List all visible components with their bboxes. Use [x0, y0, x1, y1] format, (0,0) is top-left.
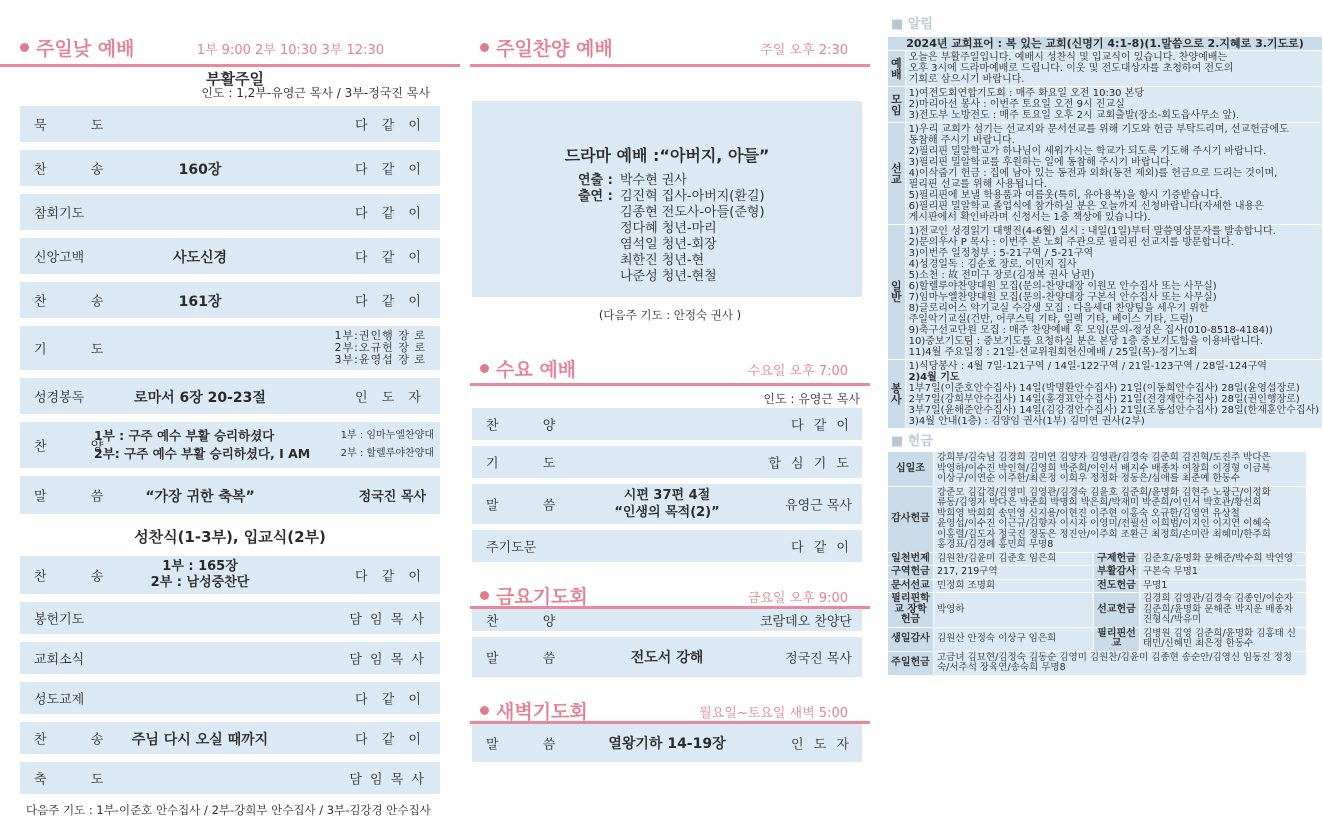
- order-row: 찬 송 1부 : 165장 2부 : 남성중찬단 다 같 이: [20, 556, 440, 594]
- service-time: 1부 9:00 2부 10:30 3부 12:30: [196, 43, 384, 58]
- section-title: 금요기도회: [496, 586, 588, 608]
- divider: [470, 383, 870, 386]
- offering-names: 구본숙 무명1: [1140, 566, 1307, 580]
- next-week-prayer: (다음주 기도 : 안정숙 권사 ): [598, 308, 742, 322]
- order-row: 기 도 합 심 기 도: [472, 446, 862, 478]
- order-row: 찬 양 다 같 이: [472, 408, 862, 440]
- order-row: 참회기도 다 같 이: [20, 194, 440, 230]
- offering-names: 김준호/윤명화 문해준/박수희 박연영: [1140, 552, 1307, 566]
- offering-head: 구제헌금: [1094, 552, 1140, 566]
- order-row: 찬 양 코람데오 찬양단: [472, 609, 862, 631]
- order-row: 찬 송 160장 다 같 이: [20, 150, 440, 186]
- section-title: 새벽기도회: [496, 701, 588, 723]
- offering-names: 강준모 김갑경/김영미 김영관/김경숙 김윤호 김준희/윤명화 김현주 노광근/이정화 류동/김영자 박다은 박준희 박명희 박은희/박재미 박준희/이인서 박호관/황선희 박희영 박희회 송민영 신지용/이현진 이주현 이홍숙 오규한/김영연 유상철 윤영섭/이수진 이근규/김향자 이시자 이영미/전필선 이희범/이지인 이지연 이혜숙 이홍렬/김도자 정국진 정동은 정진안/이주희 조환근 최정희/손미란 최혜미/한주희 홍경표/김경례 홍민희 무명8: [934, 486, 1307, 552]
- divider: [470, 64, 870, 67]
- order-row: 성경봉독 로마서 6장 20-23절 인 도 자: [20, 378, 440, 414]
- service-time: 수요일 오후 7:00: [747, 364, 848, 379]
- order-row: 성도교제 다 같 이: [20, 682, 440, 714]
- subtitle: 부활주일: [206, 70, 264, 88]
- notice-body: 1)전교인 성경읽기 대행진(4-6월) 실시 : 내일(1일)부터 말씀영상문자를 발송합니다. 2)문의우사 P 목사 : 이번주 본 노회 주관으로 필리핀 선교지를 방문합니다. 3)이번주 일정청부 : 5-21구역 / 5-21구역 4)성경일독 : 김순호 장로, 이민지 집사 5)소천 : 故 전미구 장로(김정복 권사 남편) 6)할렐루야찬양대원 모집(문의-찬양대장 이원모 안수집사 또는 사무실) 7)임마누엘찬양대원 모집(문의-찬양대장 구본석 안수집사 또는 사무실) 8)글로리어스 악기교실 수강생 모집 : 다음세대 찬양팀을 세우기 위한 주일악기교실(건반, 어쿠스틱 기타, 일렉 기타, 베이스 기타, 드럼) 9)축구선교단원 모집 : 매주 찬양예배 후 모임(문의-정성은 집사(010-8518-4184)) 10)중보기도팀 : 중보기도를 요청하실 분은 본당 1층 중보기도함을 이용바랍니다. 11)4월 주요일정 : 21일-선교위원회헌신예배 / 25일(목)-정기노회: [905, 225, 1322, 360]
- wednesday-header: [470, 351, 870, 381]
- order-row: 찬 송 주님 다시 오실 때까지 다 같 이: [20, 722, 440, 754]
- offering-head: 필리핀선교: [1094, 627, 1140, 651]
- offering-head: 십일조: [888, 452, 934, 487]
- bullet-icon: [20, 43, 29, 52]
- leader-text: 인도 : 1,2부-유영근 목사 / 3부-정국진 목사: [201, 86, 430, 100]
- praise-service-header: [470, 30, 870, 60]
- sermon-text: 시편 37편 4절 “인생의 목적(2)”: [614, 488, 720, 520]
- other-services-column: [470, 0, 870, 768]
- offerings-header: ■ 헌금: [891, 434, 933, 449]
- order-row: 신앙고백 사도신경 다 같 이: [20, 238, 440, 274]
- service-time: 금요일 오후 9:00: [747, 591, 848, 606]
- order-row: 주기도문 다 같 이: [472, 530, 862, 562]
- offering-names: 김원산 안정숙 이상구 임은희: [934, 627, 1094, 651]
- offering-head: 선교헌금: [1094, 593, 1140, 628]
- order-row: 말 씀 전도서 강해 정국진 목사: [472, 637, 862, 677]
- offerings-table: [887, 451, 1307, 676]
- credits: 연출 : 박수현 권사 출연 : 김진혁 집사-아버지(환길) 김종현 전도사-아들(준형) 정다혜 청년-마리 염석일 청년-회장 최한진 청년-현 나준성 청년-현철: [578, 173, 765, 284]
- offering-head: 감사헌금: [888, 486, 934, 552]
- notice-head: 예배: [888, 51, 906, 87]
- next-week-prayer: 다음주 기도 : 1부-이준호 안수집사 / 2부-강희부 안수집사 / 3부-김강경 안수집사: [26, 803, 431, 817]
- offering-head: 주일헌금: [888, 651, 934, 675]
- order-row: 축 도 담 임 목 사: [20, 762, 440, 794]
- church-motto: 2024년 교회표어 : 복 있는 교회(신명기 4:1-8)(1.말씀으로 2.지혜로 3.기도로): [888, 37, 1323, 51]
- offering-names: 민정희 조명희: [934, 579, 1094, 593]
- offering-head: 필리핀학교 장학헌금: [888, 593, 934, 628]
- bullet-icon: [480, 364, 489, 373]
- sunday-worship-header: [0, 30, 460, 60]
- order-row: 말 씀 “가장 귀한 축복” 정국진 목사: [20, 476, 440, 514]
- notices-table: [887, 36, 1323, 429]
- service-time: 월요일~토요일 새벽 5:00: [699, 706, 848, 721]
- sunday-worship-column: [0, 0, 460, 818]
- section-title: 수요 예배: [496, 359, 577, 381]
- notices-header: ■ 알림: [891, 17, 933, 32]
- order-row: 기 도 1부:권인행 장 로 2부:오규헌 장 로 3부:윤영섭 장 로: [20, 326, 440, 370]
- prayer-list: 1부:권인행 장 로 2부:오규헌 장 로 3부:윤영섭 장 로: [334, 329, 426, 366]
- order-row: 말 씀 열왕기하 14-19장 인 도 자: [472, 724, 862, 762]
- dawn-header: [470, 693, 870, 723]
- notice-body: 1)식당봉사 : 4월 7일-121구역 / 14일-122구역 / 21일-123구역 / 28일-124구역 2)4월 기도 1부7일(이준호안수집사) 14일(박명환안수집사) 21일(이동희안수집사) 28일(윤영섭장로) 2부7일(강희부안수집사) 14일(홍경표안수집사) 21일(전경재안수집사) 28일(권인행장로) 3부7일(윤해준안수집사) 14일(김강경안수집사) 21일(조동섭안수집사) 28일(한재훈안수집사) 3)4월 안내(1층) : 김양임 권사(1부) 김미연 권사(2부): [905, 360, 1322, 429]
- offering-names: 김병원 김영 김준희/윤명화 김홍태 신태민/신혜민 최은정 한동수: [1140, 627, 1307, 651]
- friday-header: [470, 578, 870, 608]
- order-row: 교회소식 담 임 목 사: [20, 642, 440, 674]
- offering-names: 고금녀 김묘현/김정숙 김동순 김영미 김원찬/김윤미 김종현 송순안/김영신 임동진 정정숙/서주석 장육연/송숙희 무명8: [934, 651, 1307, 675]
- offering-names: 강희부/김숙님 김경희 김미연 김양자 김영관/김경숙 김준희 김진혁/도진주 박다은 박영하/이수진 박인혁/김영희 박준희/이인서 배지수 배종차 여창희 이경형 이금복 이상구/이연순 이주한/최은정 이희우 정정화 정동은/심애를 최준예 한동수: [934, 452, 1307, 487]
- notice-body: 1)여전도회연합기도회 : 매주 화요일 오전 10:30 본당 2)마리아선 봉사 : 이번주 토요일 오전 9시 진교실 3)전도부 노방전도 : 매주 토요일 오후 2시 교회출발(장소-회도읍사무소 앞).: [905, 87, 1322, 123]
- offering-head: 생일감사: [888, 627, 934, 651]
- leader-text: 인도 : 유영근 목사: [763, 392, 860, 406]
- drama-title: 드라마 예배 :“아버지, 아들”: [564, 146, 770, 165]
- notice-head: 선교: [888, 123, 906, 225]
- order-row: 찬 송 161장 다 같 이: [20, 282, 440, 318]
- section-title: 주일낮 예배: [36, 38, 135, 60]
- divider: [0, 64, 460, 67]
- praise-teams: 1부 : 임마누엘찬양대 2부 : 할렐루야찬양대: [340, 430, 434, 459]
- notice-head: 모임: [888, 87, 906, 123]
- order-row: 말 씀 시편 37편 4절 “인생의 목적(2)” 유영근 목사: [472, 484, 862, 524]
- bullet-icon: [480, 43, 489, 52]
- notice-body: 오늘은 부활주일입니다. 예배시 성찬식 및 입교식이 있습니다. 찬양예배는 오후 3시에 드라마예배로 드립니다. 이웃 및 전도대상자를 초청하여 전도의 기회로 삼으시기 바랍니다.: [905, 51, 1322, 87]
- order-row: 찬 양 1부 : 구주 예수 부활 승리하셨다 2부: 구주 예수 부활 승리하셨다, I AM 1부 : 임마누엘찬양대 2부 : 할렐루야찬양대: [20, 422, 440, 468]
- offering-head: 일천번제: [888, 552, 934, 566]
- notice-head: 봉사: [888, 360, 906, 429]
- hymn-list: 1부 : 165장 2부 : 남성중찬단: [150, 559, 250, 590]
- offering-head: 전도헌금: [1094, 579, 1140, 593]
- offering-names: 무명1: [1140, 579, 1307, 593]
- notice-body: 1)우리 교회가 섬기는 선교지와 문서선교를 위해 기도와 헌금 부탁드리며, 선교헌금에도 동참해 주시기 바랍니다. 2)필리핀 밀알학교가 하나님이 세워가시는 학교가 되도록 기도해 주시기 바랍니다. 3)필리핀 밀알학교를 후원하는 일에 동참해 주시기 바랍니다. 4)이삭줍기 헌금 : 집에 남아 있는 동전과 외화(동전 제외)를 헌금으로 드리는 것이며, 필리핀 선교를 위해 사용됩니다. 5)필리핀에 보낼 학용품과 여름옷(특히, 유아용복)을 항시 기증받습니다. 6)필리핀 밀알학교 졸업식에 참가하실 분은 오늘까지 신청바랍니다(자세한 내용은 게시판에서 확인바라며 신청서는 1층 책상에 있습니다).: [905, 123, 1322, 225]
- offering-names: 김원찬/김윤미 김준호 임은희: [934, 552, 1094, 566]
- offering-names: 217, 219구역: [934, 566, 1094, 580]
- praise-songs: 1부 : 구주 예수 부활 승리하셨다 2부: 구주 예수 부활 승리하셨다, I AM: [94, 428, 311, 461]
- notices-column: [881, 0, 1320, 676]
- offering-head: 문서선교: [888, 579, 934, 593]
- order-row: 묵 도 다 같 이: [20, 106, 440, 142]
- bullet-icon: [480, 706, 489, 715]
- section-title: 주일찬양 예배: [496, 38, 613, 60]
- offering-head: 부활감사: [1094, 566, 1140, 580]
- drama-box: [472, 101, 862, 297]
- offering-names: 박영하: [934, 593, 1094, 628]
- service-time: 주일 오후 2:30: [760, 43, 848, 58]
- notice-head: 일반: [888, 225, 906, 360]
- order-row: 봉헌기도 담 임 목 사: [20, 602, 440, 634]
- bullet-icon: [480, 591, 489, 600]
- offering-names: 김경희 김영관/김경숙 김종인/이순자 김준희/윤명화 문해준 박지운 배종차 진형식/박유미: [1140, 593, 1307, 628]
- offering-head: 구역헌금: [888, 566, 934, 580]
- sacrament-title: 성찬식(1-3부), 입교식(2부): [134, 528, 326, 546]
